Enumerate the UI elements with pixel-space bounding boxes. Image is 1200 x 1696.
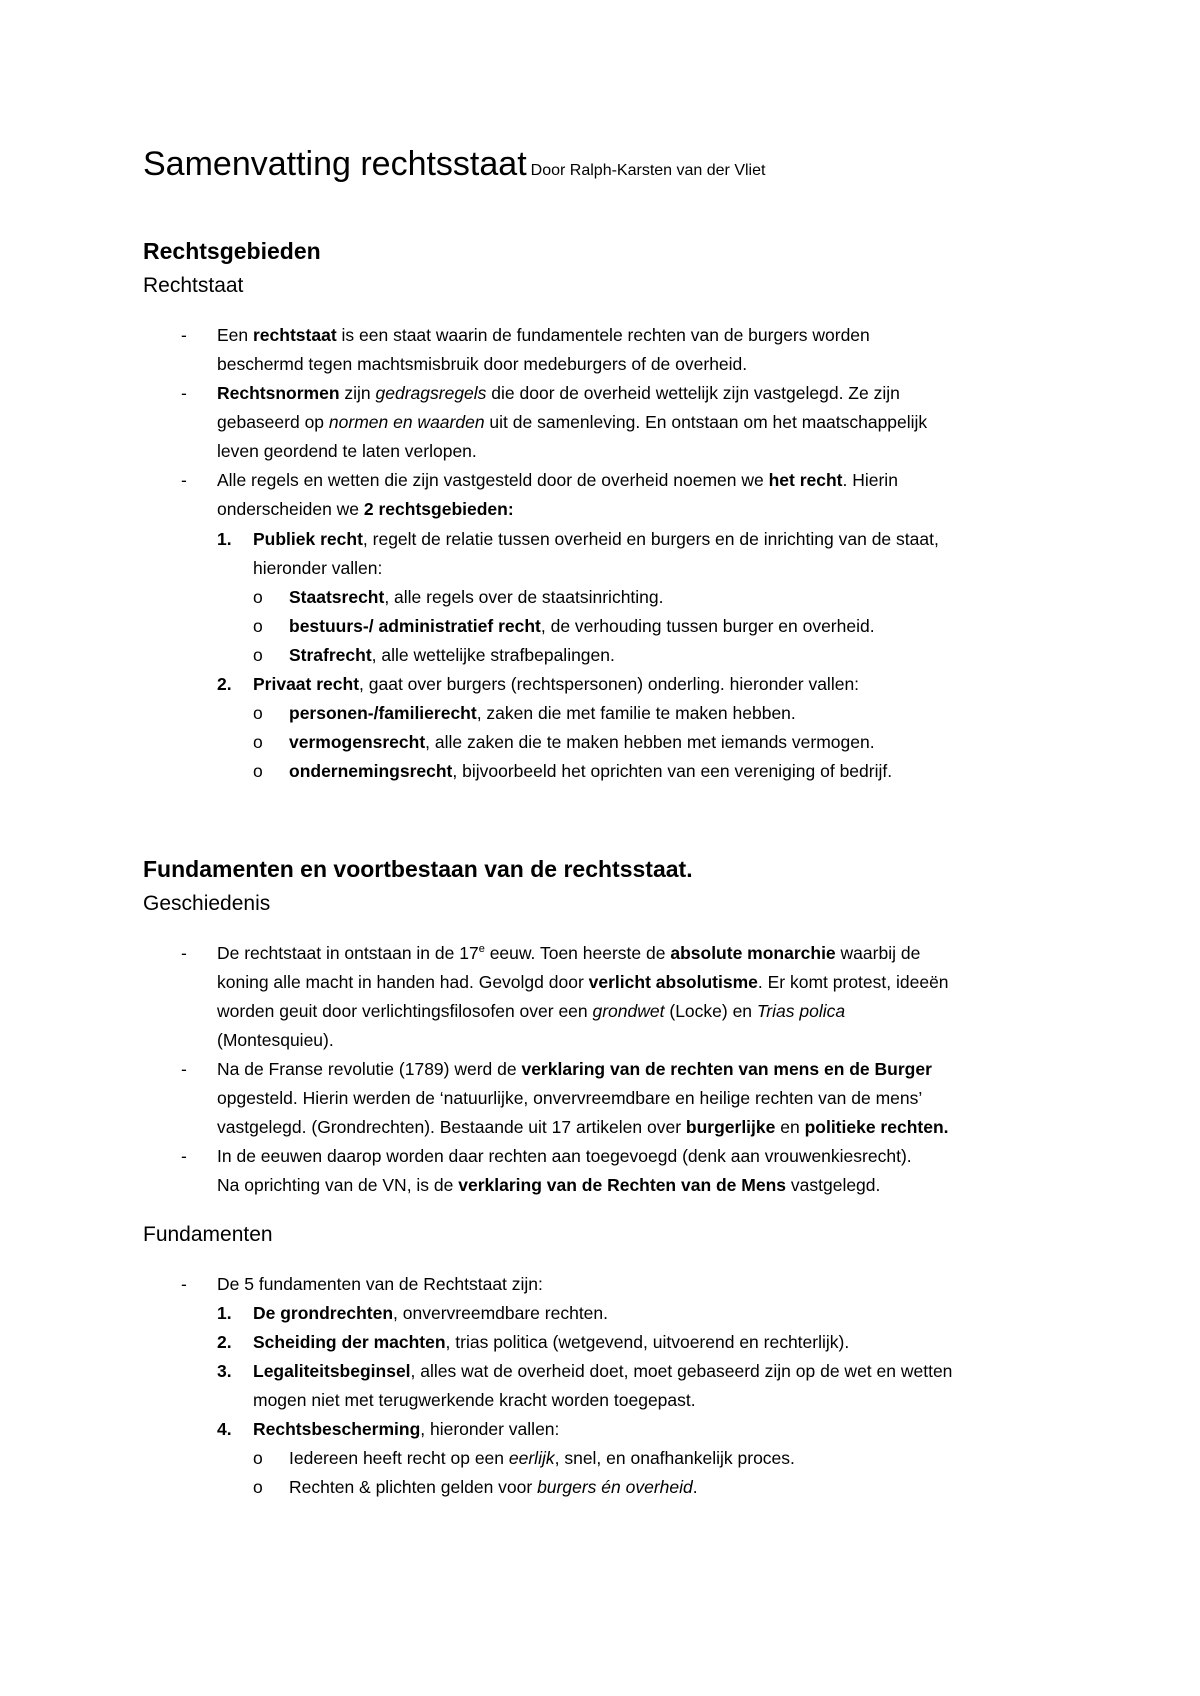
paragraph-line: gebaseerd op normen en waarden uit de samenleving. En ontstaan om het maatschappelijk	[217, 412, 928, 432]
bullet-circle: o	[253, 1477, 263, 1497]
number-marker: 4.	[217, 1419, 232, 1439]
subheading-rechtstaat: Rechtstaat	[143, 274, 244, 297]
paragraph-line: Na de Franse revolutie (1789) werd de verklaring van de rechten van mens en de Burger	[217, 1059, 932, 1079]
bullet-dash: -	[181, 943, 187, 963]
paragraph-line: Strafrecht, alle wettelijke strafbepalingen.	[289, 645, 615, 665]
paragraph-line: onderscheiden we 2 rechtsgebieden:	[217, 499, 514, 519]
bullet-dash: -	[181, 383, 187, 403]
paragraph-line: personen-/familierecht, zaken die met familie te maken hebben.	[289, 703, 796, 723]
section-heading-fundamenten-voortbestaan: Fundamenten en voortbestaan van de rechtsstaat.	[143, 856, 693, 882]
paragraph-line: bestuurs-/ administratief recht, de verhouding tussen burger en overheid.	[289, 616, 875, 636]
bullet-circle: o	[253, 1448, 263, 1468]
bullet-circle: o	[253, 732, 263, 752]
paragraph-line: (Montesquieu).	[217, 1030, 334, 1050]
bullet-circle: o	[253, 703, 263, 723]
paragraph-line: hieronder vallen:	[253, 558, 383, 578]
bullet-circle: o	[253, 587, 263, 607]
bullet-dash: -	[181, 470, 187, 490]
paragraph-line: Alle regels en wetten die zijn vastgesteld door de overheid noemen we het recht. Hierin	[217, 470, 898, 490]
subheading-fundamenten: Fundamenten	[143, 1223, 273, 1246]
paragraph-line: mogen niet met terugwerkende kracht worden toegepast.	[253, 1390, 696, 1410]
paragraph-line: Rechten & plichten gelden voor burgers én overheid.	[289, 1477, 698, 1497]
paragraph-line: opgesteld. Hierin werden de ‘natuurlijke, onvervreemdbare en heilige rechten van de mens’	[217, 1088, 923, 1108]
subheading-geschiedenis: Geschiedenis	[143, 892, 271, 915]
number-marker: 2.	[217, 674, 232, 694]
paragraph-line: ondernemingsrecht, bijvoorbeeld het oprichten van een vereniging of bedrijf.	[289, 761, 893, 781]
paragraph-line: De 5 fundamenten van de Rechtstaat zijn:	[217, 1274, 543, 1294]
bullet-circle: o	[253, 761, 263, 781]
paragraph-line: Privaat recht, gaat over burgers (rechtspersonen) onderling. hieronder vallen:	[253, 674, 860, 694]
paragraph-line: koning alle macht in handen had. Gevolgd door verlicht absolutisme. Er komt protest, ideeën	[217, 972, 949, 992]
bullet-dash: -	[181, 1274, 187, 1294]
bullet-dash: -	[181, 1059, 187, 1079]
number-marker: 1.	[217, 1303, 232, 1323]
bullet-dash: -	[181, 1146, 187, 1166]
paragraph-line: vastgelegd. (Grondrechten). Bestaande uit 17 artikelen over burgerlijke en politieke rechten.	[217, 1117, 949, 1137]
bullet-circle: o	[253, 645, 263, 665]
number-marker: 2.	[217, 1332, 232, 1352]
paragraph-line: Een rechtstaat is een staat waarin de fundamentele rechten van de burgers worden	[217, 325, 870, 345]
bullet-dash: -	[181, 325, 187, 345]
paragraph-line: Publiek recht, regelt de relatie tussen overheid en burgers en de inrichting van de staat,	[253, 529, 939, 549]
paragraph-line: De rechtstaat in ontstaan in de 17e eeuw. Toen heerste de absolute monarchie waarbij de	[217, 943, 921, 963]
paragraph-line: Na oprichting van de VN, is de verklaring van de Rechten van de Mens vastgelegd.	[217, 1175, 881, 1195]
paragraph-line: Legaliteitsbeginsel, alles wat de overheid doet, moet gebaseerd zijn op de wet en wetten	[253, 1361, 953, 1381]
paragraph-line: worden geuit door verlichtingsfilosofen over een grondwet (Locke) en Trias polica	[217, 1001, 846, 1021]
paragraph-line: beschermd tegen machtsmisbruik door medeburgers of de overheid.	[217, 354, 748, 374]
paragraph-line: Staatsrecht, alle regels over de staatsinrichting.	[289, 587, 664, 607]
paragraph-line: Rechtsnormen zijn gedragsregels die door de overheid wettelijk zijn vastgelegd. Ze zijn	[217, 383, 900, 403]
section-heading-rechtsgebieden: Rechtsgebieden	[143, 238, 321, 264]
author-text: Door Ralph-Karsten van der Vliet	[530, 162, 766, 179]
title-text: Samenvatting rechtsstaat	[143, 145, 527, 183]
paragraph-line: leven geordend te laten verlopen.	[217, 441, 477, 461]
paragraph-line: Rechtsbescherming, hieronder vallen:	[253, 1419, 560, 1439]
document-title	[143, 145, 765, 184]
paragraph-line: Scheiding der machten, trias politica (wetgevend, uitvoerend en rechterlijk).	[253, 1332, 850, 1352]
paragraph-line: De grondrechten, onvervreemdbare rechten.	[253, 1303, 609, 1323]
paragraph-line: In de eeuwen daarop worden daar rechten aan toegevoegd (denk aan vrouwenkiesrecht).	[217, 1146, 912, 1166]
bullet-circle: o	[253, 616, 263, 636]
paragraph-line: vermogensrecht, alle zaken die te maken hebben met iemands vermogen.	[289, 732, 875, 752]
paragraph-line: Iedereen heeft recht op een eerlijk, snel, en onafhankelijk proces.	[289, 1448, 795, 1468]
number-marker: 1.	[217, 529, 232, 549]
number-marker: 3.	[217, 1361, 232, 1381]
